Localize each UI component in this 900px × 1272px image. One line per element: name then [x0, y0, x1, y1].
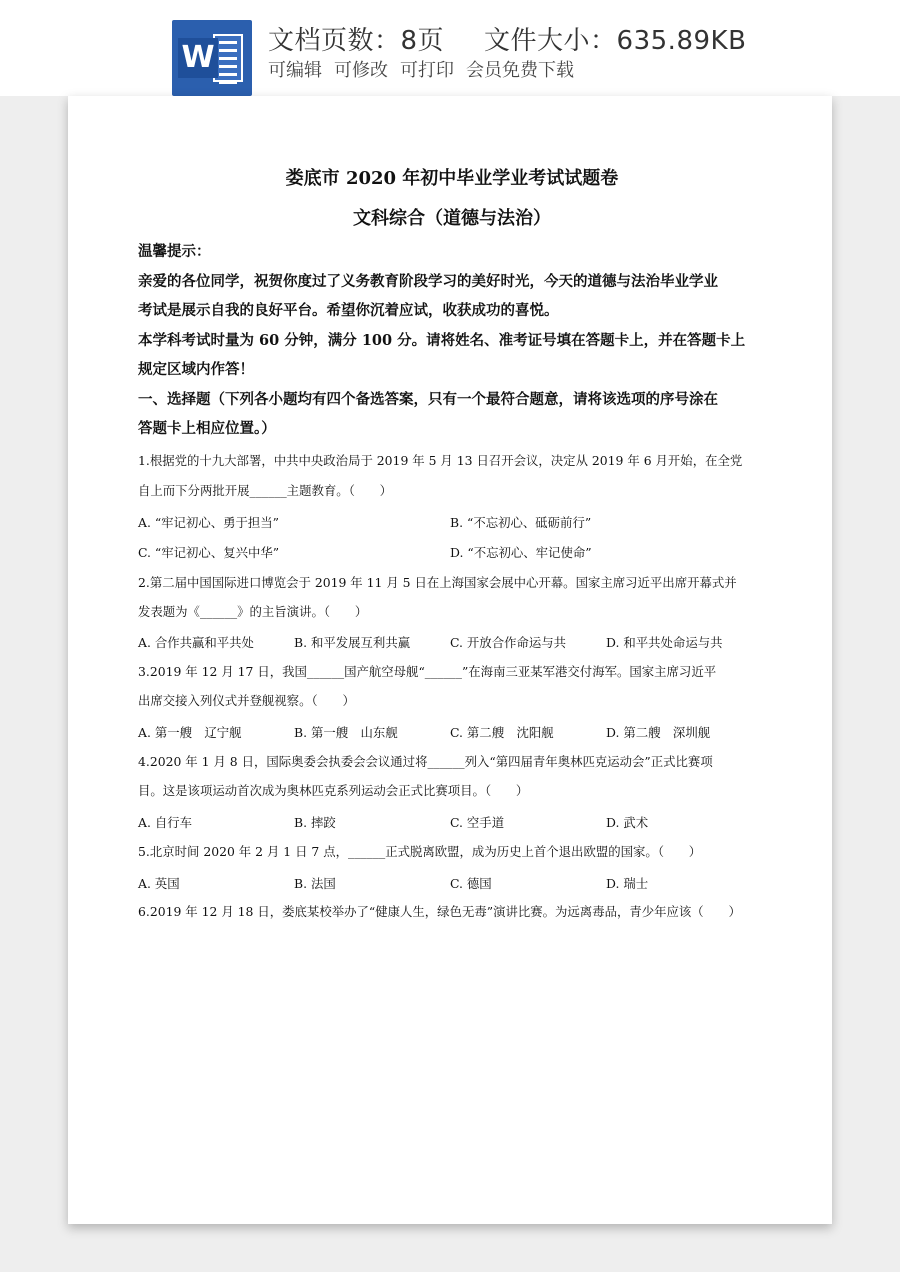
option-b: B. 和平发展互利共赢	[294, 635, 411, 650]
question-text: 1.根据党的十九大部署，中共中央政治局于 2019 年 5 月 13 日召开会议，决定从 2019 年 6 月开始，在全党	[138, 453, 743, 468]
question-text: 发表题为《______》的主旨演讲。（ ）	[138, 604, 368, 619]
feature-item: 可打印	[400, 60, 454, 81]
question-text: 4.2020 年 1 月 8 日，国际奥委会执委会会议通过将______列入“第四届青年奥林匹克运动会”正式比赛项	[138, 754, 713, 769]
word-document-icon	[172, 20, 252, 96]
question-text: 2.第二届中国国际进口博览会于 2019 年 11 月 5 日在上海国家会展中心开幕。国家主席习近平出席开幕式并	[138, 575, 737, 590]
option-a: A. 自行车	[138, 815, 192, 830]
option-d: D. 和平共处命运与共	[606, 635, 723, 650]
option-d: D. 武术	[606, 815, 649, 830]
option-d: D. 瑞士	[606, 876, 649, 891]
option-c: C. 开放合作命运与共	[450, 635, 567, 650]
question-text: 6.2019 年 12 月 18 日，娄底某校举办了“健康人生，绿色无毒”演讲比赛。为远离毒品，青少年应该（ ）	[138, 904, 741, 919]
section-heading: 一、选择题（下列各小题均有四个备选答案，只有一个最符合题意，请将该选项的序号涂在	[138, 391, 718, 408]
feature-item: 可编辑	[268, 60, 322, 81]
option-a: A. 英国	[138, 876, 180, 891]
option-d: D. “不忘初心、牢记使命”	[450, 545, 592, 560]
question-text: 5.北京时间 2020 年 2 月 1 日 7 点，______正式脱离欧盟，成为历史上首个退出欧盟的国家。（ ）	[138, 844, 702, 859]
question-text: 出席交接入列仪式并登舰视察。（ ）	[138, 693, 355, 708]
question-text: 目。这是该项运动首次成为奥林匹克系列运动会正式比赛项目。（ ）	[138, 783, 529, 798]
option-a: A. 合作共赢和平共处	[138, 635, 254, 650]
exam-subtitle: 文科综合（道德与法治）	[353, 208, 551, 229]
option-d: D. 第二艘 深圳舰	[606, 725, 711, 740]
notice-line: 亲爱的各位同学，祝贺你度过了义务教育阶段学习的美好时光，今天的道德与法治毕业学业	[138, 273, 718, 290]
question-text: 自上而下分两批开展______主题教育。（ ）	[138, 483, 393, 498]
notice-line: 本学科考试时量为 60 分钟，满分 100 分。请将姓名、准考证号填在答题卡上，并在答题卡上	[138, 332, 746, 349]
download-banner	[0, 0, 900, 96]
option-c: C. 空手道	[450, 815, 505, 830]
word-letter: W	[178, 38, 218, 78]
notice-line: 规定区域内作答！	[138, 361, 254, 378]
notice-label: 温馨提示：	[138, 243, 211, 260]
option-a: A. 第一艘 辽宁舰	[138, 725, 242, 740]
option-c: C. 第二艘 沈阳舰	[450, 725, 554, 740]
page-count: 文档页数：8页	[268, 26, 445, 56]
option-c: C. “牢记初心、复兴中华”	[138, 545, 280, 560]
feature-item: 会员免费下载	[466, 60, 574, 81]
feature-item: 可修改	[334, 60, 388, 81]
option-b: B. 摔跤	[294, 815, 336, 830]
exam-title: 娄底市 2020 年初中毕业学业考试试题卷	[285, 168, 619, 189]
file-size: 文件大小：635.89KB	[484, 26, 747, 56]
feature-list	[268, 56, 888, 82]
question-text: 3.2019 年 12 月 17 日，我国______国产航空母舰“______”在海南三亚某军港交付海军。国家主席习近平	[138, 664, 717, 679]
option-b: B. 法国	[294, 876, 336, 891]
option-b: B. “不忘初心、砥砺前行”	[450, 515, 592, 530]
option-b: B. 第一艘 山东舰	[294, 725, 398, 740]
document-page	[68, 96, 832, 1224]
file-meta	[268, 20, 888, 57]
notice-line: 考试是展示自我的良好平台。希望你沉着应试，收获成功的喜悦。	[138, 302, 559, 319]
option-c: C. 德国	[450, 876, 492, 891]
option-a: A. “牢记初心、勇于担当”	[138, 515, 280, 530]
section-heading: 答题卡上相应位置。）	[138, 420, 276, 437]
